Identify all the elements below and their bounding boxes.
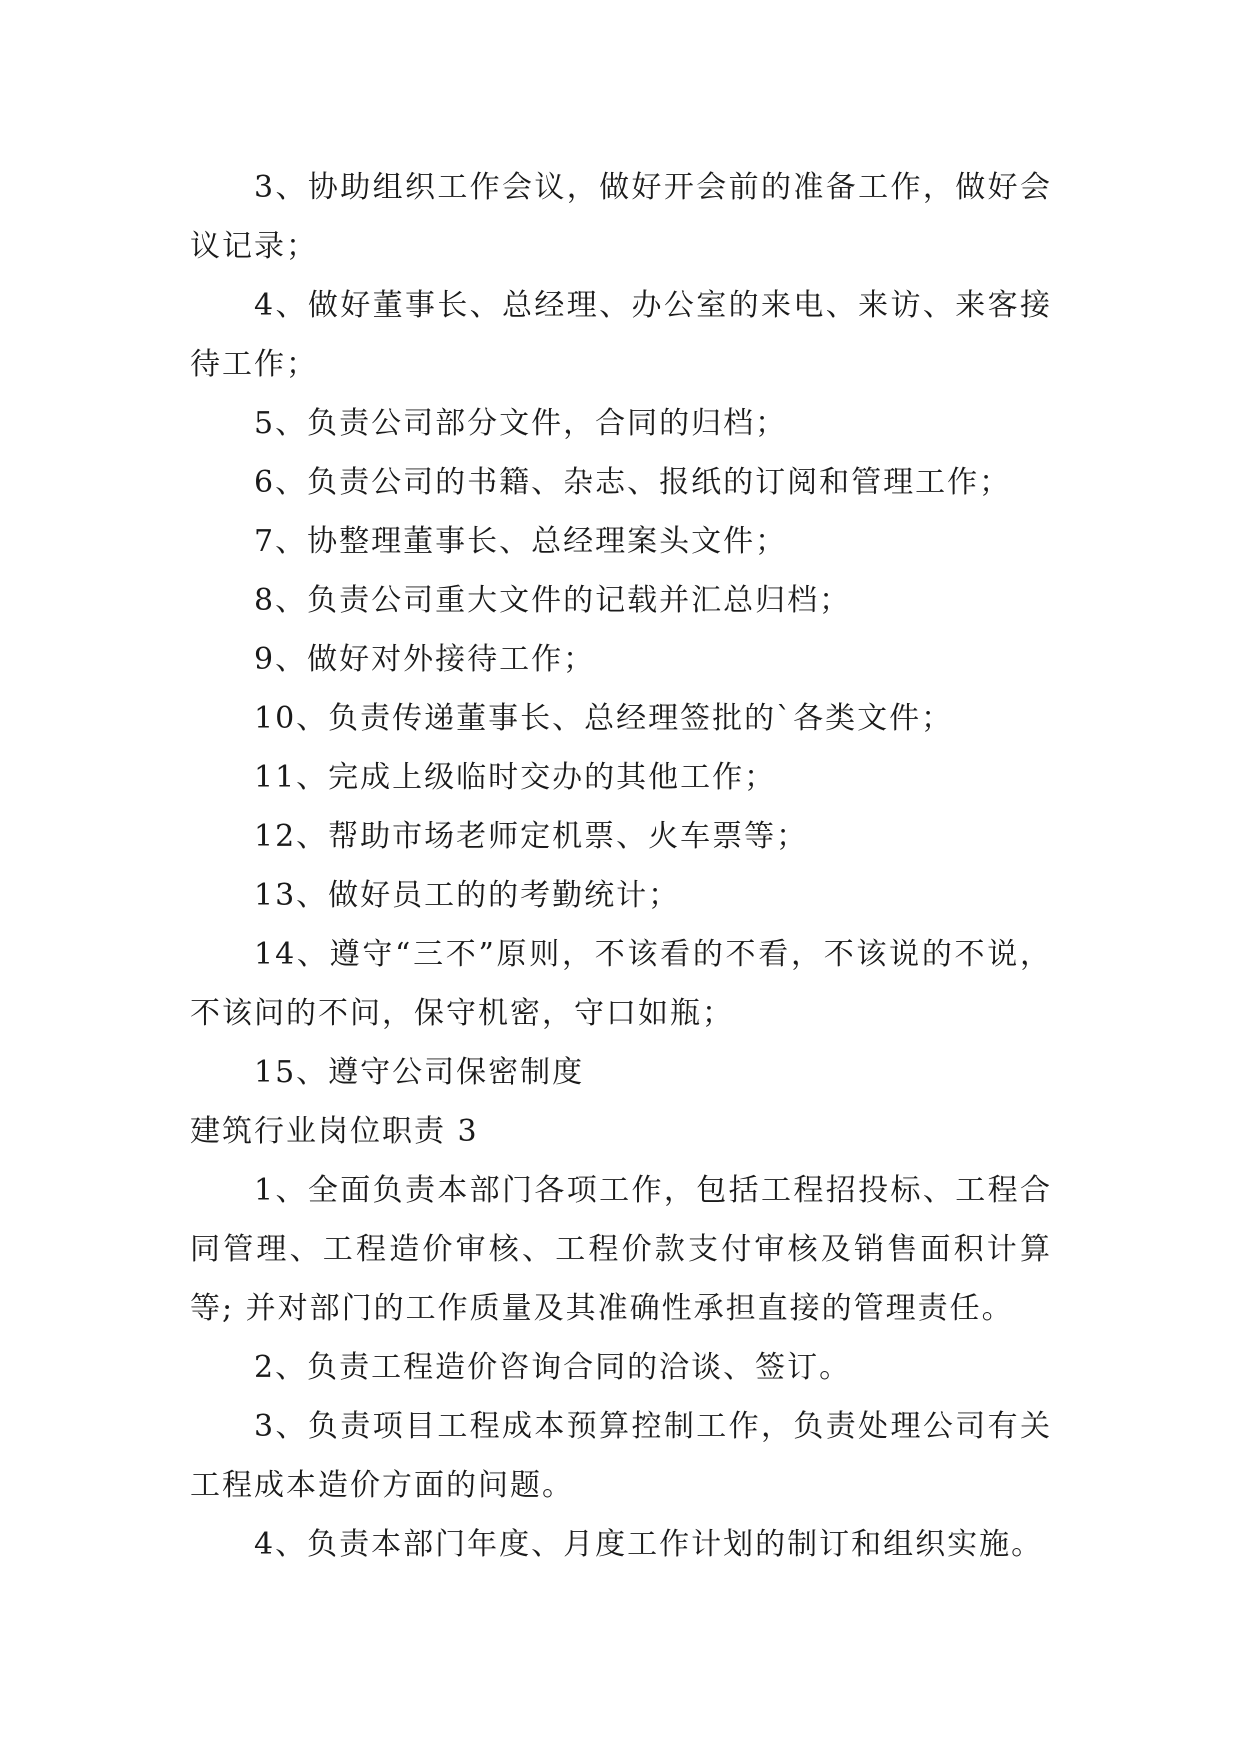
duty-item-8: 8、负责公司重大文件的记载并汇总归档； (254, 583, 852, 618)
duty-item-13: 13、做好员工的的考勤统计； (254, 878, 681, 913)
cost-duty-item-1: 1、全面负责本部门各项工作，包括工程招投标、工程合同管理、工程造价审核、工程价款支付审核及销售面积计算等; 并对部门的工作质量及其准确性承担直接的管理责任。 (190, 1173, 1052, 1326)
duty-item-15: 15、遵守公司保密制度 (254, 1055, 585, 1090)
duty-item-9: 9、做好对外接待工作； (254, 642, 596, 677)
cost-duty-item-3: 3、负责项目工程成本预算控制工作，负责处理公司有关工程成本造价方面的问题。 (190, 1409, 1052, 1503)
section-heading: 建筑行业岗位职责 3 (190, 1114, 479, 1149)
cost-duty-item-4: 4、负责本部门年度、月度工作计划的制订和组织实施。 (254, 1527, 1044, 1562)
duty-item-10: 10、负责传递董事长、总经理签批的`各类文件； (254, 701, 954, 736)
cost-duty-item-2: 2、负责工程造价咨询合同的洽谈、签订。 (254, 1350, 852, 1385)
duty-item-3: 3、协助组织工作会议，做好开会前的准备工作，做好会议记录； (190, 170, 1052, 264)
duty-item-12: 12、帮助市场老师定机票、火车票等； (254, 819, 809, 854)
document-body (190, 158, 1052, 1574)
duty-item-14: 14、遵守“三不”原则，不该看的不看，不该说的不说，不该问的不问，保守机密，守口如瓶； (190, 937, 1052, 1031)
duty-item-6: 6、负责公司的书籍、杂志、报纸的订阅和管理工作； (254, 465, 1012, 500)
duty-item-4: 4、做好董事长、总经理、办公室的来电、来访、来客接待工作； (190, 288, 1052, 382)
duty-item-11: 11、完成上级临时交办的其他工作； (254, 760, 777, 795)
duty-item-7: 7、协整理董事长、总经理案头文件； (254, 524, 788, 559)
duty-item-5: 5、负责公司部分文件，合同的归档； (254, 406, 788, 441)
